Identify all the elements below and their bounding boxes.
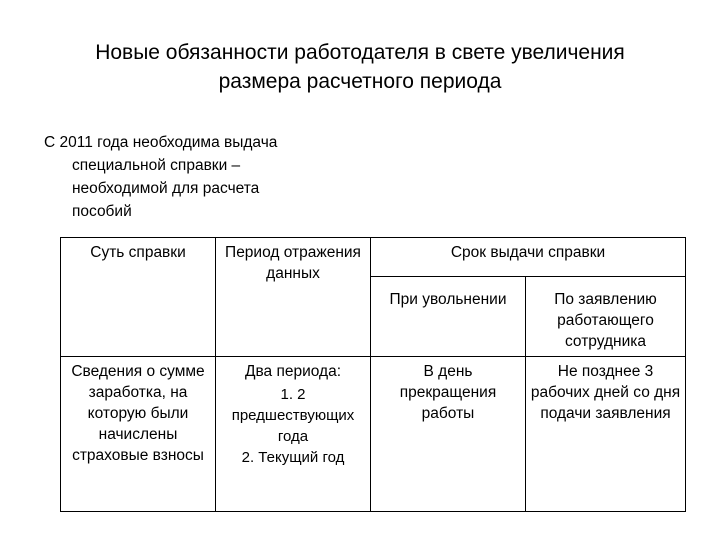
title-line-2: размера расчетного периода (218, 70, 502, 93)
cell-on-request: Не позднее 3 рабочих дней со дня подачи заявления (526, 357, 686, 512)
cell-essence: Сведения о сумме заработка, на которую были начислены страховые взносы (61, 357, 216, 512)
header-on-dismissal: При увольнении (371, 277, 526, 357)
table-header-row (61, 238, 686, 277)
cell-on-dismissal: В день прекращения работы (371, 357, 526, 512)
intro-line-1: С 2011 года необходима выдача (44, 134, 278, 151)
header-essence: Суть справки (61, 238, 216, 357)
intro-line-2: специальной справки – (72, 157, 241, 174)
title-line-1: Новые обязанности работодателя в свете увеличения (95, 41, 625, 64)
cell-period (216, 357, 371, 512)
period-item-1-num: 1. 2 (280, 386, 306, 403)
period-item-2: 2. Текущий год (241, 449, 345, 466)
header-deadline: Срок выдачи справки (371, 238, 686, 277)
intro-text (44, 131, 344, 223)
intro-line-4: пособий (72, 203, 132, 220)
period-item-1-text: предшествующих года (231, 407, 355, 445)
page-title (20, 38, 700, 96)
intro-line-3: необходимой для расчета (72, 180, 260, 197)
period-heading: Два периода: (244, 363, 342, 380)
certificate-table (60, 237, 686, 512)
header-period: Период отражения данных (216, 238, 371, 357)
header-on-request: По заявлению работающего сотрудника (526, 277, 686, 357)
table-row (61, 357, 686, 512)
